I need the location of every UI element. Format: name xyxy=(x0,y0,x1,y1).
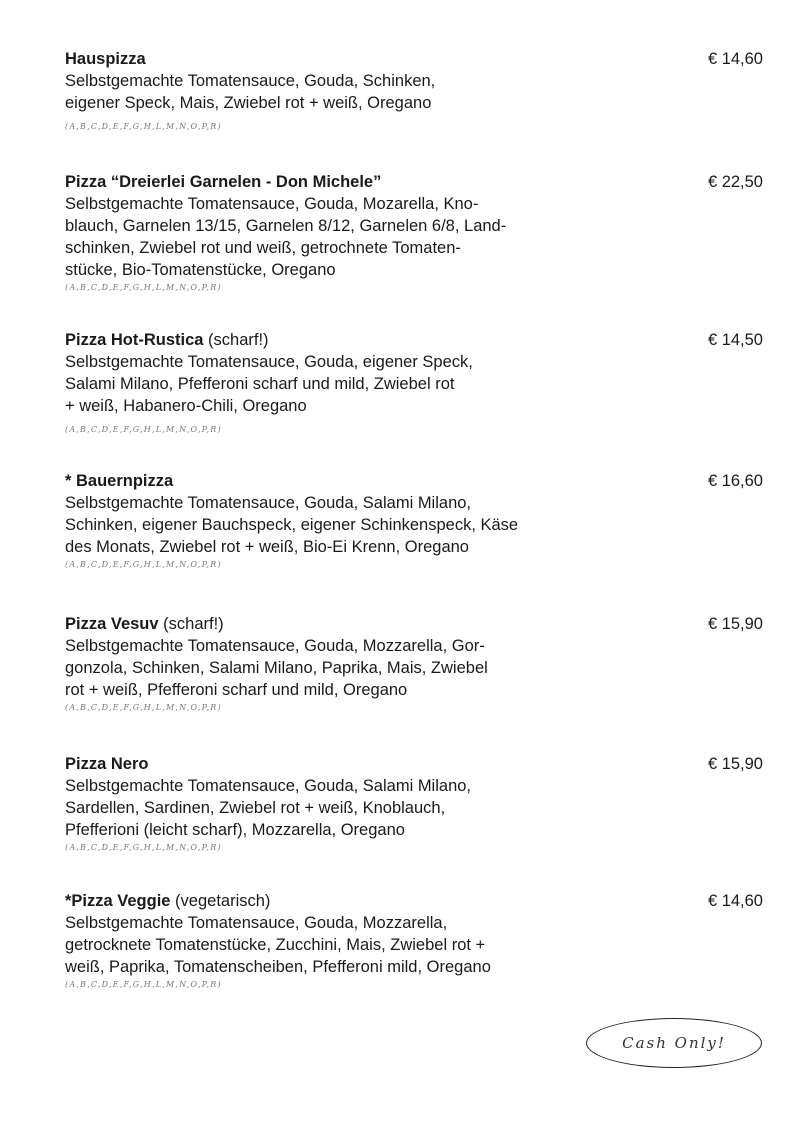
item-title xyxy=(65,753,765,775)
item-description xyxy=(65,351,765,417)
description-line: stücke, Bio-Tomatenstücke, Oregano xyxy=(65,261,336,279)
item-description xyxy=(65,193,765,281)
allergen-codes: (A,B,C,D,E,F,G,H,L,M,N,O,P,R) xyxy=(65,703,222,712)
item-title xyxy=(65,613,765,635)
description-line: eigener Speck, Mais, Zwiebel rot + weiß, Oregano xyxy=(65,94,432,112)
menu-item xyxy=(65,171,765,292)
allergen-codes: (A,B,C,D,E,F,G,H,L,M,N,O,P,R) xyxy=(65,980,222,989)
item-name: *Pizza Veggie xyxy=(65,892,171,910)
item-name: * Bauernpizza xyxy=(65,472,174,490)
description-line: Selbstgemachte Tomatensauce, Gouda, eigener Speck, xyxy=(65,353,473,371)
item-price: € 22,50 xyxy=(707,173,763,191)
description-line: getrocknete Tomatenstücke, Zucchini, Mais, Zwiebel rot + xyxy=(65,936,486,954)
description-line: schinken, Zwiebel rot und weiß, getrochnete Tomaten- xyxy=(65,239,461,257)
description-line: blauch, Garnelen 13/15, Garnelen 8/12, Garnelen 6/8, Land- xyxy=(65,217,507,235)
item-note: (scharf!) xyxy=(158,615,224,633)
allergen-codes: (A,B,C,D,E,F,G,H,L,M,N,O,P,R) xyxy=(65,560,222,569)
description-line: Schinken, eigener Bauchspeck, eigener Schinkenspeck, Käse xyxy=(65,516,519,534)
item-price: € 15,90 xyxy=(707,755,763,773)
cash-only-stamp: Cash Only! xyxy=(586,1018,762,1068)
menu-item xyxy=(65,753,765,852)
description-line: Sardellen, Sardinen, Zwiebel rot + weiß, Knoblauch, xyxy=(65,799,446,817)
item-price: € 14,60 xyxy=(707,892,763,910)
item-description xyxy=(65,775,765,841)
item-name: Pizza Nero xyxy=(65,755,149,773)
item-name: Pizza Vesuv xyxy=(65,615,159,633)
description-line: Selbstgemachte Tomatensauce, Gouda, Schinken, xyxy=(65,72,436,90)
item-price: € 16,60 xyxy=(707,472,763,490)
item-price: € 14,50 xyxy=(707,331,763,349)
item-price: € 15,90 xyxy=(707,615,763,633)
description-line: Selbstgemachte Tomatensauce, Gouda, Mozarella, Kno- xyxy=(65,195,479,213)
description-line: Pfefferioni (leicht scharf), Mozzarella, Oregano xyxy=(65,821,405,839)
item-title xyxy=(65,470,765,492)
item-description xyxy=(65,635,765,701)
item-title xyxy=(65,48,765,70)
allergen-codes: (A,B,C,D,E,F,G,H,L,M,N,O,P,R) xyxy=(65,283,222,292)
description-line: Selbstgemachte Tomatensauce, Gouda, Mozzarella, Gor- xyxy=(65,637,485,655)
item-note: (vegetarisch) xyxy=(170,892,271,910)
description-line: Selbstgemachte Tomatensauce, Gouda, Salami Milano, xyxy=(65,777,472,795)
item-title xyxy=(65,890,765,912)
description-line: + weiß, Habanero-Chili, Oregano xyxy=(65,397,307,415)
item-description xyxy=(65,70,765,114)
item-title xyxy=(65,329,765,351)
description-line: Selbstgemachte Tomatensauce, Gouda, Mozzarella, xyxy=(65,914,448,932)
allergen-codes: (A,B,C,D,E,F,G,H,L,M,N,O,P,R) xyxy=(65,425,222,434)
item-description xyxy=(65,912,765,978)
description-line: Selbstgemachte Tomatensauce, Gouda, Salami Milano, xyxy=(65,494,472,512)
item-title xyxy=(65,171,765,193)
menu-item xyxy=(65,613,765,712)
allergen-codes: (A,B,C,D,E,F,G,H,L,M,N,O,P,R) xyxy=(65,122,222,131)
description-line: Salami Milano, Pfefferoni scharf und mild, Zwiebel rot xyxy=(65,375,455,393)
menu-item xyxy=(65,470,765,569)
description-line: weiß, Paprika, Tomatenscheiben, Pfefferoni mild, Oregano xyxy=(65,958,491,976)
item-name: Pizza Hot-Rustica xyxy=(65,331,204,349)
description-line: des Monats, Zwiebel rot + weiß, Bio-Ei Krenn, Oregano xyxy=(65,538,469,556)
description-line: gonzola, Schinken, Salami Milano, Paprika, Mais, Zwiebel xyxy=(65,659,488,677)
menu-item xyxy=(65,890,765,989)
description-line: rot + weiß, Pfefferoni scharf und mild, Oregano xyxy=(65,681,408,699)
item-price: € 14,60 xyxy=(707,50,763,68)
item-name: Pizza “Dreierlei Garnelen - Don Michele” xyxy=(65,173,382,191)
item-description xyxy=(65,492,765,558)
menu-item xyxy=(65,329,765,434)
item-name: Hauspizza xyxy=(65,50,146,68)
menu-item xyxy=(65,48,765,131)
allergen-codes: (A,B,C,D,E,F,G,H,L,M,N,O,P,R) xyxy=(65,843,222,852)
item-note: (scharf!) xyxy=(203,331,269,349)
